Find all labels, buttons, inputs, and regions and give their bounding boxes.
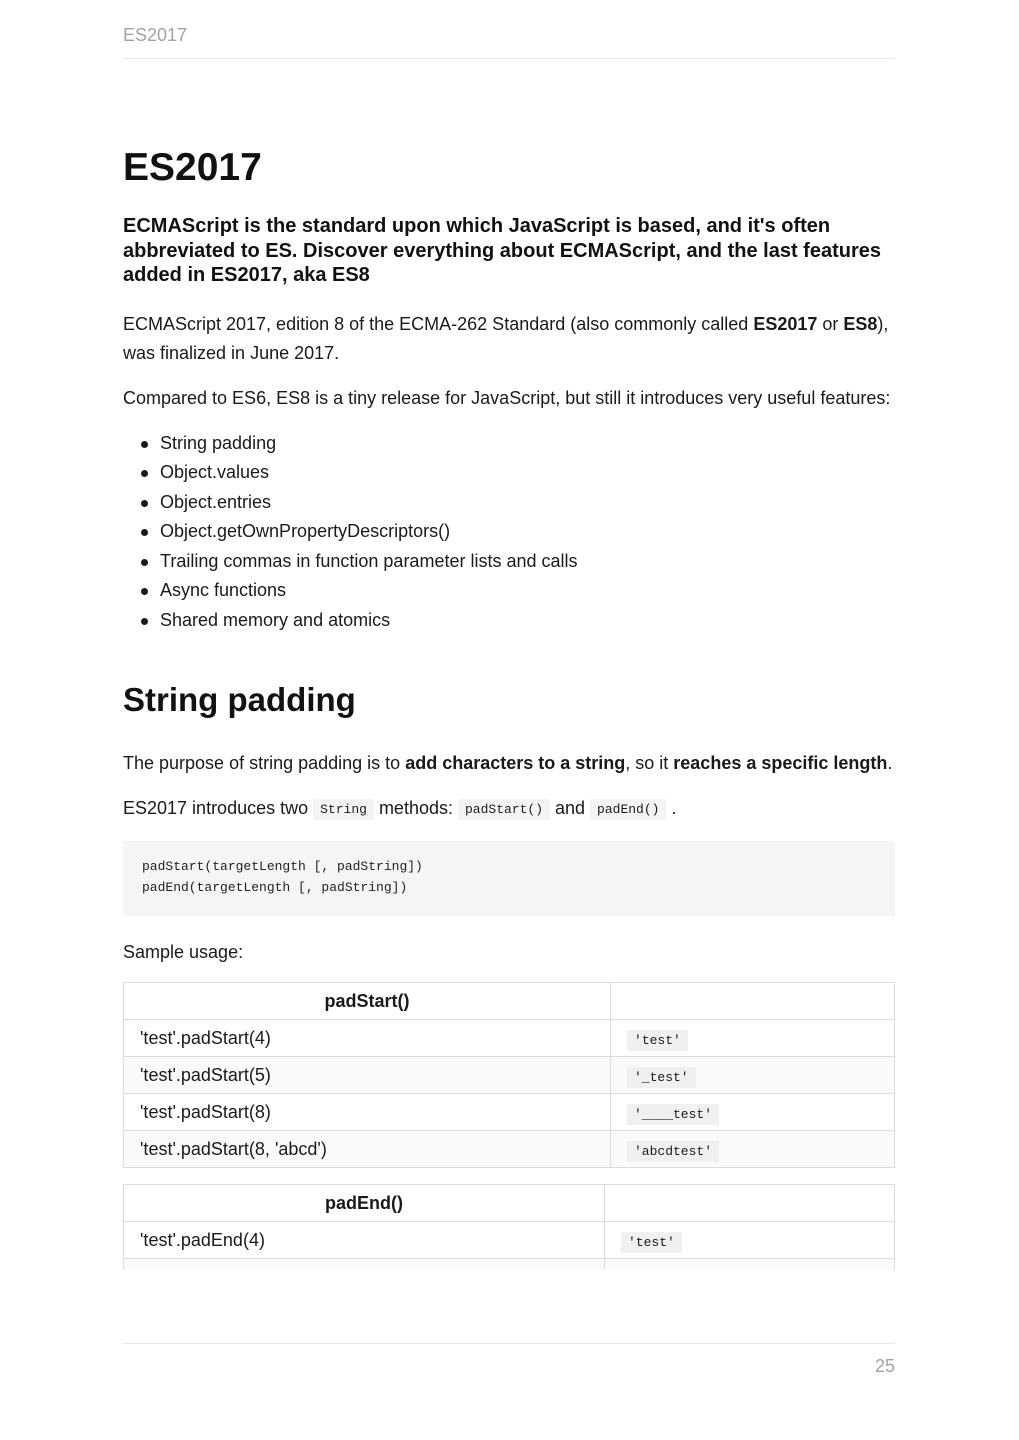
sample-usage-label: Sample usage: (123, 942, 244, 962)
intro-paragraph-2: Compared to ES6, ES8 is a tiny release for JavaScript, but still it introduces very useful features: (123, 387, 891, 408)
code-line: padEnd(targetLength [, padString]) (142, 880, 408, 895)
running-header (123, 22, 895, 59)
table-cell-result: '_test' (611, 1057, 895, 1094)
table-cell-call: 'test'.padStart(8) (124, 1094, 611, 1131)
page-number: 25 (874, 1356, 895, 1376)
table-cell-call: 'test'.padStart(5) (124, 1057, 611, 1094)
table-header-empty (605, 1185, 895, 1222)
inline-code: String (313, 799, 374, 820)
list-item: String padding (160, 429, 895, 459)
methods-paragraph: ES2017 introduces two String methods: padStart() and padEnd() . (123, 798, 677, 818)
table-row (124, 1222, 895, 1259)
table-header-empty (611, 983, 895, 1020)
table-cell-result: 'test' (605, 1222, 895, 1259)
code-line: padStart(targetLength [, padString]) (142, 859, 423, 874)
table-cell-call (124, 1259, 605, 1271)
table-cell-result: 'abcdtest' (611, 1131, 895, 1168)
table-cell-call: 'test'.padStart(8, 'abcd') (124, 1131, 611, 1168)
list-item: Object.entries (160, 488, 895, 518)
list-item: Async functions (160, 576, 895, 606)
table-cell-result: '____test' (611, 1094, 895, 1131)
padend-table (123, 1184, 895, 1270)
purpose-paragraph: The purpose of string padding is to add characters to a string, so it reaches a specific length. (123, 753, 893, 773)
list-item: Object.getOwnPropertyDescriptors() (160, 517, 895, 547)
padend-table-wrap (123, 1184, 895, 1270)
page-content (123, 140, 895, 1270)
page-title: ES2017 (123, 146, 262, 189)
table-header: padEnd() (124, 1185, 605, 1222)
page-subtitle: ECMAScript is the standard upon which JavaScript is based, and it's often abbreviated to ES. Discover everything about ECMAScript, and the last features added in ES2017, aka ES8 (123, 215, 881, 286)
list-item: Trailing commas in function parameter lists and calls (160, 547, 895, 577)
inline-code: padEnd() (590, 799, 666, 820)
table-header: padStart() (124, 983, 611, 1020)
list-item: Object.values (160, 458, 895, 488)
table-row (124, 1094, 895, 1131)
intro-paragraph-1: ECMAScript 2017, edition 8 of the ECMA-262 Standard (also commonly called ES2017 or ES8), was finalized in June 2017. (123, 313, 889, 363)
table-row (124, 1020, 895, 1057)
table-cell-call: 'test'.padStart(4) (124, 1020, 611, 1057)
section-heading: String padding (123, 681, 356, 718)
running-header-title: ES2017 (123, 25, 188, 45)
footer-divider (123, 1343, 895, 1345)
table-cell-call: 'test'.padEnd(4) (124, 1222, 605, 1259)
inline-code: padStart() (458, 799, 550, 820)
table-cell-result: 'test' (611, 1020, 895, 1057)
padstart-table (123, 982, 895, 1168)
code-block (123, 841, 895, 916)
table-row (124, 1131, 895, 1168)
table-row (124, 1259, 895, 1271)
feature-list (123, 429, 895, 636)
table-cell-result (605, 1259, 895, 1271)
list-item: Shared memory and atomics (160, 606, 895, 636)
table-row (124, 1057, 895, 1094)
